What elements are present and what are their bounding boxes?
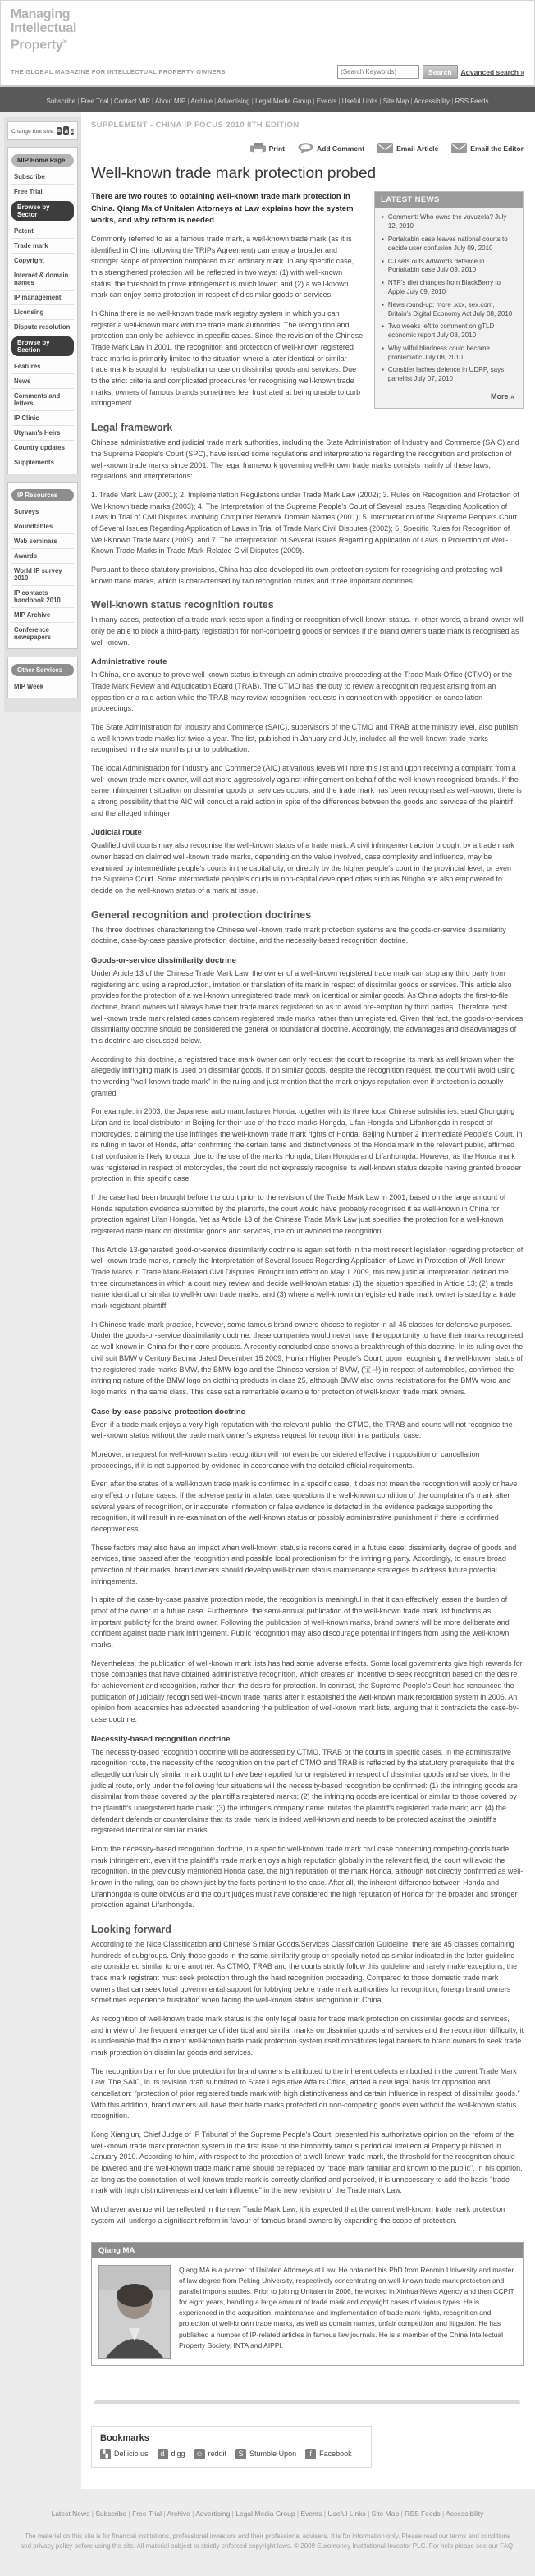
bookmark-label: Del.icio.us — [114, 2450, 149, 2458]
footer-link[interactable]: | Advertising — [190, 2510, 231, 2518]
logo-line-1: Managing — [11, 7, 524, 21]
sidebar-sector-item[interactable]: Patent — [11, 224, 74, 239]
article-block: Whichever avenue will be reflected in the new Trade Mark Law, it is expected that the current well-known trade mark protection system will undergo a significant reform in favour of famous brand owners by expanding the scope of protection. — [91, 2204, 524, 2226]
sidebar-section-item[interactable]: Supplements — [11, 455, 74, 469]
ip-resources-box — [7, 482, 78, 649]
article-block: In China, one avenue to prove well-known status is through an administrative proceeding at the Trade Mark Office (CTMO) or the Trade Mark Review and Adjudication Board (TRAB). The CTMO has the duty to review a recognition request arising from an opposition or a raid action while the TRAB may review recognition requests in connection with opposition or cancellation proceedings. — [91, 670, 524, 715]
bookmark-label: reddit — [208, 2450, 227, 2458]
news-item-text: ▪ Why wilful blindness could become problematic July 08, 2010 — [388, 345, 516, 363]
article-block: Looking forward — [91, 1924, 524, 1935]
article-block: According to this doctrine, a registered trade mark owner can only request the court to recognise its mark as well known when the allegedly infringing mark is used on dissimilar goods. If on similar goods, despite the recognition request, the court will avoid using the wording "well-known trade mark" in the ruling and just mention that the mark enjoys reputation even if protection is actually granted. — [91, 1055, 524, 1100]
footer-link[interactable]: | Free Trial — [126, 2510, 162, 2518]
article-block: In spite of the case-by-case passive protection mode, the recognition is meaningful in that it can effectively lessen the burden of proof of the owner in a future case. Furthermore, the semi-annual publication of the well-known trade mark list functions as important publicity for the brand owner. Following the publication of well-known marks, brand owners will be more deliberate and confident against trade mark infringement. Public recognition may also discourage potential infringers from using the well-known marks. — [91, 1595, 524, 1650]
sidebar-section-item[interactable]: News — [11, 374, 74, 389]
advanced-search-link[interactable]: Advanced search » — [461, 68, 524, 76]
sidebar-section-item[interactable]: Features — [11, 359, 74, 374]
sidebar-section-item[interactable]: IP Clinic — [11, 411, 74, 426]
search-bar — [337, 65, 524, 79]
article-block: This Article 13-generated good-or-service dissimilarity doctrine is again set forth in the most recent legislation regarding protection of well-known trade marks, namely the Interpretation of Several Issues Regarding Application of Laws in Protection of Well-known Trade Marks in Trade Mark-Related Civil Disputes. Brought into effect on May 1 2009, this new judicial interpretation defined the three circumstances in which a court may review and decide well-known status: (1) the situation specified in Article 13; (2) a trade name identical or similar to well-known trade marks; and (3) where a well-known unregistered trade mark owner is sued by a trade mark-registrant plaintiff. — [91, 1245, 524, 1312]
other-services-header[interactable]: Other Services — [11, 664, 74, 676]
digg-icon: d — [158, 2449, 168, 2459]
news-item-text: ▪ Consider laches defence in UDRP, says panellist July 07, 2010 — [388, 366, 516, 384]
article-block: The three doctrines characterizing the Chinese well-known trade mark protection systems are the goods-or-service dissimilarity doctrine, case-by-case passive protection doctrine, and the necessity-based recognition doctrine. — [91, 925, 524, 947]
footer-link[interactable]: | Accessibility — [441, 2510, 484, 2518]
bookmark-label: Stumble Upon — [249, 2450, 296, 2458]
footer-link[interactable]: | Useful Links — [322, 2510, 365, 2518]
footer-link[interactable]: | Legal Media Group — [230, 2510, 295, 2518]
sidebar-quick-link[interactable]: Free Trial — [11, 185, 74, 199]
latest-news-box — [374, 191, 524, 409]
site-header — [0, 0, 535, 87]
article-block: Goods-or-service dissimilarity doctrine — [91, 956, 524, 965]
topnav-link[interactable]: | RSS Feeds — [450, 98, 488, 105]
article-paragraph: In China there is no well-known trade mark registry system in which you can register a well-known mark with the trade mark authorities. The recognition and protection can only be achieved in specific cases. Since the revision of the Chinese Trade Mark Law in 2001, the recognition and protection of well-known registered trade marks is primarily limited to the situation where a later identical or similar trade mark is sought for registration or use on dissimilar goods and services. Due to the strict criteria and complicated procedures for recognising well-known trade marks, owners of famous brands sometimes feel frustrated at being unable to curb infringement. — [91, 309, 524, 410]
topnav-link[interactable]: | Legal Media Group — [250, 98, 312, 105]
news-item-text: ▪ Portakabin case leaves national courts to decide user confusion July 09, 2010 — [388, 236, 516, 254]
sidebar-resource-item[interactable]: Awards — [11, 549, 74, 564]
sidebar-resource-item[interactable]: World IP survey 2010 — [11, 564, 74, 586]
font-size-box — [7, 121, 78, 140]
content — [0, 112, 535, 2488]
article-block: Moreover, a request for well-known status recognition will not even be considered effective in opposition or cancellation proceedings, if it is not supported by evidence in accordance with the detailed official requirements. — [91, 1449, 524, 1471]
bookmark-link[interactable] — [194, 2449, 227, 2459]
bookmark-label: digg — [171, 2450, 185, 2458]
sidebar-quick-link[interactable]: Subscribe — [11, 170, 74, 185]
facebook-icon: f — [305, 2449, 316, 2459]
latest-news-item[interactable] — [375, 364, 523, 386]
mip-logo — [11, 7, 524, 52]
sidebar-service-item[interactable]: MIP Week — [11, 679, 74, 693]
print-icon — [250, 143, 266, 153]
latest-news-item[interactable] — [375, 342, 523, 364]
sidebar-sector-item[interactable]: Dispute resolution — [11, 320, 74, 334]
logo-line-2: Intellectual — [11, 21, 524, 35]
article-block: In Chinese trade mark practice, however, some famous brand owners choose to register in all 45 classes for defensive purposes. Under the goods-or-service dissimilarity doctrine, these companies would never have the opportunity to have their marks recognised as well known in China for their core products. A recently concluded case shows a breakthrough of this doctrine. In its ruling over the civil suit BMW v Century Baoma dated December 15 2009, Hunan Higher People's Court, upon recognising the well-known status of the registered trade marks BMW, the BMW logo and the Chinese version of BMW, (宝马) in respect of automobiles, confirmed the infringing nature of the BMW logo on clothing products in class 25, although BMW also owns registrations for the BMW word and logo marks in the same class. This case set a remarkable example for protection of well-known trade mark owners. — [91, 1320, 524, 1398]
print-button[interactable] — [250, 143, 285, 153]
browse-by-sector-header[interactable]: Browse by Sector — [11, 201, 74, 221]
latest-news-more-link[interactable]: More » — [375, 386, 523, 408]
bookmarks-title: Bookmarks — [100, 2433, 363, 2443]
envelope-icon — [377, 143, 393, 153]
email-editor-label: Email the Editor — [470, 144, 524, 153]
ip-resources-header[interactable]: IP Resources — [11, 489, 74, 501]
article-block: As recognition of well-known trade mark status is the only legal basis for trade mark protection on dissimilar goods and services, and in view of the frequent emergence of identical and similar marks on dissimilar goods and services and the recognition difficulty, it is undeniable that the current well-known trade mark protection system itself constitutes legal barriers to brand owners to seek trade mark protection on dissimilar goods and services. — [91, 2014, 524, 2059]
main-content — [81, 112, 535, 2488]
site-footer — [0, 2489, 535, 2576]
sidebar — [4, 117, 81, 712]
bookmark-link[interactable] — [235, 2449, 296, 2459]
article-block: Even if a trade mark enjoys a very high reputation with the relevant public, the CTMO, the TRAB and courts will not recognise the well-known status without the trade mark owner's express request for recognition in a particular case. — [91, 1420, 524, 1442]
article-block: Qualified civil courts may also recognise the well-known status of a trade mark. A civil infringement action brought by a trade mark owner based on claimed well-known trade marks, depending on the value involved, case complexity and influence, may be examined by intermediate people's courts in the capital city, or directly by the higher people's court in the provincial level, or even the Supreme Court. Some intermediate people's courts in non-capital developed cities such as Ningbo are also empowered to decide on the well-known status of a mark at issue. — [91, 840, 524, 896]
news-item-text: ▪ CJ sets outs AdWords defence in Portakabin case July 09, 2010 — [388, 258, 516, 276]
other-services-box — [7, 657, 78, 698]
logo-line-3 — [11, 35, 524, 52]
article-block: The recognition barrier for due protection for brand owners is attributed to the inherent defects embodied in the current Trade Mark Law. The SAIC, in its revision draft submitted to State Legislative Affairs Office, added a new legal basis for opposition and cancellation: "protection of prior registered trade mark with high distinctiveness and certain influence in respect of dissimilar goods." With this addition, brand owners will have their trade marks protected on non-competing goods even without the well-known status recognition. — [91, 2066, 524, 2122]
footer-link[interactable]: | Subscribe — [89, 2510, 126, 2518]
author-bio: Qiang MA is a partner of Unitalen Attorneys at Law. He obtained his PhD from Renmin University and master of law degree from Peking University, respectively concentrating on well-known trade mark protection and parallel imports studies. Prior to joining Unitalen in 2006, he worked in Xinhua News Agency and then CCPIT for eight years, handling a large amount of trade mark and copyright cases of various types. He is experienced in the acquisition, maintenance and implementation of trade mark rights, recognition and protection of well-known trade marks, as well as domain names, unfair competition and litigation. He has published a number of IP-related articles in famous law journals. He is a member of the China Intellectual Property Society, INTA and AIPPI. — [179, 2265, 516, 2359]
article-block: Case-by-case passive protection doctrine — [91, 1407, 524, 1416]
search-input[interactable] — [337, 65, 419, 79]
font-size-label: Change font size: — [11, 129, 55, 135]
article — [91, 165, 524, 2226]
font-size-medium-button[interactable]: a — [63, 126, 69, 135]
article-block: These factors may also have an impact when well-known status is reconsidered in a future case: dissimilarity degree of goods and services, time passed after the recognition and possible local protectionism for the infringing party. Accordingly, to ensure broad protection of their marks, brand owners should develop well-known status maintenance strategies to address future potential infringements. — [91, 1543, 524, 1588]
topnav-link[interactable]: | Useful Links — [336, 98, 377, 105]
top-nav — [0, 87, 535, 112]
article-block: 1. Trade Mark Law (2001); 2. Implementation Regulations under Trade Mark Law (2002); 3. Rules on Recognition and Protection of Well-known trade marks (2003); 4. The Interpretation of the Supreme People's Court of Several issues Regarding Application of Laws in Trial of Civil Disputes Involving Computer Network Domain Names (2001); 5. Interpretation of the Supreme People's Court of Several Issues Regarding Application of Laws in Trial of Trade Mark Civil Disputes (2002); 6. Specific Rules for Recognition of Well-Known Trade Mark (2009); and 7. The Interpretation of Several Issues Regarding Application of Laws in Protection of Well-Known Trade Marks in Trade Mark-Related Civil Disputes (2009). — [91, 490, 524, 557]
sidebar-section-item[interactable]: Utynam's Heirs — [11, 426, 74, 441]
author-box — [91, 2242, 524, 2366]
article-block: General recognition and protection doctrines — [91, 909, 524, 921]
email-article-label: Email Article — [396, 144, 438, 153]
news-item-text: ▪ Two weeks left to comment on gTLD economic report July 08, 2010 — [388, 323, 516, 341]
topnav-link[interactable]: | Free Trial — [75, 98, 108, 105]
topnav-link[interactable]: | About MIP — [150, 98, 185, 105]
browse-by-section-header[interactable]: Browse by Section — [11, 336, 74, 356]
article-block: From the necessity-based recognition doctrine, in a specific well-known trade mark civil case concerning competing-goods trade mark infringement, even if the plaintiff's trade mark enjoys a high reputation globally in the relevant field, the court will avoid the recognition. In the previously mentioned Honda case, the high reputation of the mark Honda, although not directly confirmed as well-known in the ruling, can be shown just by the facts pertinent to the case. After all, the inherent difference between Honda and Lifanhongda is quite obvious and the court judges must have considered the high reputation of Honda for the broader and stronger protection against Lifanhongda. — [91, 1844, 524, 1911]
legal-text: The material on this site is for financial institutions, professional investors and their professional advisers. It is for information only. Please read our terms and conditions and privacy policy before using the site. All material subject to strictly enforced copyright laws. © 2009 Euromoney Institutional Investor PLC. For help please see our FAQ. — [20, 2532, 515, 2552]
article-block: Chinese administrative and judicial trade mark authorities, including the State Administration of Industry and Commerce (SAIC) and the Supreme People's Court (SPC), have issued some regulations and interpretations regarding the recognition and protection of well-known trade marks since 2001. The legal framework governing well-known trade marks consists mainly of these laws, regulations and interpretations: — [91, 437, 524, 483]
article-block: Administrative route — [91, 657, 524, 666]
sidebar-sector-item[interactable]: Copyright — [11, 254, 74, 268]
article-block: For example, in 2003, the Japanese auto manufacturer Honda, together with its three local Chinese subsidiaries, sued Chongqing Lifan and its local distributor in Beijing for their use of the trade marks Hongda, Lifan Hongda and Lifanhongda in respect of motorcycles, claiming the use infringes the well-known trade mark rights of Honda. Beijing Number 2 Intermediate People's Court, in its ruling in favor of Honda, after confirming the certain fame and distinctiveness of the Honda mark in the relevant public, affirmed that confusion is likely to occur due to the use of the marks Hongda, Lifan Hongda and Lifanhongda. However, as the Honda mark was registered in respect of motorcycles, the court did not expressly recognise its well-known status despite having granted broader protection in this specific case. — [91, 1106, 524, 1185]
footer-link[interactable]: | Events — [295, 2510, 322, 2518]
article-block: Legal framework — [91, 422, 524, 433]
topnav-link[interactable]: | Archive — [185, 98, 213, 105]
sidebar-resource-item[interactable]: Roundtables — [11, 519, 74, 534]
article-standfirst: There are two routes to obtaining well-known trade mark protection in China. Qiang Ma of Unitalen Attorneys at Law explains how the system works, and why reform is needed — [91, 191, 524, 226]
footer-link[interactable]: Latest News — [52, 2510, 90, 2518]
article-title: Well-known trade mark protection probed — [91, 165, 524, 183]
article-block: Kong Xiangjun, Chief Judge of IP Tribunal of the Supreme People's Court, presented his authoritative opinion on the reform of the well-known trade mark protection system in the first issue of the bimonthly famous periodical Intellectual Property published in January 2010. According to him, with respect to the protection of a well-known trade mark, the threshold for the recognition should be lowered and the well-known trade mark name should be replaced by "trade mark familiar and known to the public". In his opinion, as long as the connotation of well-known trade mark is correctly clarified and perceived, it is unnecessary to add the basis "trade mark with high distinctiveness and certain influence" in the new revision of the Trade mark Law. — [91, 2130, 524, 2197]
sidebar-sector-item[interactable]: IP management — [11, 291, 74, 305]
article-block: The State Administration for Industry and Commerce (SAIC), supervisors of the CTMO and TRAB at the ministry level, also publish a well-known trade marks list twice a year. The list, published in January and July, includes all the well-known trade marks recognised in the six months prior to publication. — [91, 722, 524, 756]
author-photo — [98, 2265, 171, 2359]
article-block: In many cases, protection of a trade mark rests upon a finding or recognition of well-known status. In other words, a brand owner will only be able to block a third-party registration for non-competing goods or services if the brand owner's trade mark is recognised as well-known. — [91, 615, 524, 648]
print-label: Print — [269, 144, 285, 153]
article-block: Under Article 13 of the Chinese Trade Mark Law, the owner of a well-known registered trade mark can stop any third party from registering and using a reproduction, imitation or translation of its mark in respect of dissimilar goods or services. This article also provides for the protection of a well-known unregistered trade mark on identical or similar goods. As China adopts the first-to-file doctrine, brand owners will always have their trade marks registered so as to avoid pre-emption by third parties. Therefore most well-known trade mark related cases concern registered trade marks rather than unregistered. Given that fact, the goods-or-services dissimilarity doctrine should be considered the general or foundational doctrine. Accordingly, the advantages and disadvantages of this doctrine are discussed below. — [91, 968, 524, 1047]
bookmark-label: Facebook — [319, 2450, 352, 2458]
logo-line-3-text: Property — [11, 38, 62, 52]
news-item-text: ▪ News round-up: more .xxx, sex.com, Britain's Digital Economy Act July 08, 2010 — [388, 301, 516, 319]
sidebar-resource-item[interactable]: Surveys — [11, 505, 74, 519]
latest-news-item[interactable] — [375, 320, 523, 342]
article-toolbar — [91, 143, 524, 153]
article-block: The necessity-based recognition doctrine will be addressed by CTMO, TRAB or the courts in specific cases. In the administrative recognition route, the necessity of the recognition on the part of CTMO and TRAB is reflected by the statutory prerequisite that the allegedly confusingly similar mark ought to have been applied for or registered in respect of dissimilar goods and services. In the judicial route, only under the following four situations will the necessity-based recognition be confirmed: (1) the infringing goods are dissimilar from those covered by the plaintiff's registered marks; (2) the infringing goods are identical or similar to those covered by the plaintiff's unregistered trade mark; (3) the infringer's company name imitates the plaintiff's registered trade mark; and (4) the defendant defends or counterclaims that its trade mark is indeed well-known and needs to be protected against the plaintiff's registered identical or similar marks. — [91, 1747, 524, 1837]
sidebar-resource-item[interactable]: MIP Archive — [11, 608, 74, 623]
supplement-heading: SUPPLEMENT - CHINA IP FOCUS 2010 8TH EDITION — [91, 121, 524, 130]
topnav-link[interactable]: | Advertising — [213, 98, 250, 105]
sidebar-item-mip-home[interactable]: MIP Home Page — [11, 154, 74, 167]
latest-news-header: LATEST NEWS — [375, 192, 523, 208]
delicious-icon: ▚ — [100, 2449, 111, 2459]
article-block: According to the Nice Classification and Chinese Similar Goods/Services Classification Guideline, there are 45 classes containing hundreds of subgroups. Only those goods in the same similarity group or specially noted as similar indicated in the latter guideline are considered similar to one another. As CTMO, TRAB and the courts strictly follow this guideline and rarely make exceptions, the trade mark registrant must seek protection through the hard recognition proceeding. Compared to those domestic trade mark owners that can seek local governmental support for lobbying before trade mark authorities for recognition, foreign brand owners sometimes experience frustration when facing the well-known status recognition in China. — [91, 1939, 524, 2006]
sidebar-sector-item[interactable]: Internet & domain names — [11, 268, 74, 291]
search-button[interactable]: Search — [423, 65, 457, 79]
article-block: Nevertheless, the publication of well-known mark lists has had some adverse effects. Some local governments give high rewards for those companies that have obtained administrative recognition, which creates an incentive to seek recognition based on the desire for achievement and recognition, rather than the desire for protection. In contrast, the Supreme People's Court has renounced the publication of judicially recognised well-known trade marks after it established the well-known mark recordation system in 2006. An opinion from academics has advocated abandoning the publication of well-known mark lists, arguing that it contradicts the case-by-case doctrine. — [91, 1659, 524, 1726]
latest-news-item[interactable] — [375, 211, 523, 233]
article-block: Judicial route — [91, 828, 524, 837]
footer-link[interactable]: | Archive — [162, 2510, 190, 2518]
add-comment-button[interactable] — [298, 143, 364, 153]
latest-news-item[interactable] — [375, 299, 523, 321]
registered-mark-icon: ® — [62, 39, 66, 45]
footer-link[interactable]: | RSS Feeds — [399, 2510, 440, 2518]
sidebar-section-item[interactable]: Country updates — [11, 441, 74, 455]
topnav-link[interactable]: | Accessibility — [409, 98, 450, 105]
latest-news-item[interactable] — [375, 277, 523, 299]
tagline: THE GLOBAL MAGAZINE FOR INTELLECTUAL PROPERTY OWNERS — [11, 68, 337, 75]
sidebar-sector-item[interactable]: Licensing — [11, 305, 74, 320]
article-paragraph: Commonly referred to as a famous trade mark, a well-known trade mark (as it is identified in China following the TRIPs Agreement) can enjoy a broader and stronger scope of protection compared to an ordinary mark. In any specific case, this strengthened protection will be reflected in two ways: (1) with well-known status, the threshold to prove infringement is much lower; and (2) a well-known mark can enjoy some protection in respect of dissimilar goods or services. — [91, 234, 524, 301]
email-article-button[interactable] — [377, 143, 438, 153]
topnav-link[interactable]: | Events — [311, 98, 336, 105]
font-size-small-button[interactable]: a — [57, 127, 62, 135]
email-editor-button[interactable] — [451, 143, 524, 153]
footer-links — [20, 2505, 515, 2520]
latest-news-item[interactable] — [375, 255, 523, 277]
comment-icon — [298, 143, 313, 153]
article-block: Necessity-based recognition doctrine — [91, 1735, 524, 1744]
bookmark-link[interactable] — [305, 2449, 352, 2459]
bookmark-link[interactable] — [100, 2449, 149, 2459]
sidebar-resource-item[interactable]: Conference newspapers — [11, 623, 74, 644]
author-name: Qiang MA — [92, 2243, 523, 2258]
section-divider — [94, 2400, 520, 2404]
add-comment-label: Add Comment — [317, 144, 364, 153]
news-item-text: ▪ NTP's diet changes from BlackBerry to Apple July 09, 2010 — [388, 279, 516, 297]
stumbleupon-icon: S — [235, 2449, 246, 2459]
article-block: Well-known status recognition routes — [91, 599, 524, 611]
article-block: Even after the status of a well-known trade mark is confirmed in a specific case, it does not mean the recognition will apply or have any effect on future cases. If the adverse party in a later case questions the well-known condition of the complainant's mark after several years of recognition, or inaccurate information or false evidence is detected in the evidence package supporting the recognition, it will result in re-examination of the well-known status or possibly administrative punishment if there is confirmed deceptiveness. — [91, 1479, 524, 1535]
article-block: The local Administration for Industry and Commerce (AIC) at various levels will note this list and upon receiving a complaint from a well-known trade mark owner, will act more aggressively against infringement on behalf of the well-known recognised brands. If the same infringement situation on dissimilar goods or services occurs, and the trade mark has been recognised as well-known, there is a strong possibility that the AIC will conduct a raid action in spite of the differences between the goods and services of the plaintiff and the alleged infringer. — [91, 763, 524, 819]
bookmarks-box — [91, 2426, 372, 2468]
bookmark-link[interactable] — [158, 2449, 185, 2459]
latest-news-item[interactable] — [375, 233, 523, 255]
topnav-link[interactable]: Subscribe — [47, 98, 76, 105]
sidebar-section-item[interactable]: Comments and letters — [11, 389, 74, 411]
reddit-icon: ☺ — [194, 2449, 205, 2459]
sidebar-resource-item[interactable]: Web seminars — [11, 534, 74, 549]
browse-box — [7, 147, 78, 474]
sidebar-sector-item[interactable]: Trade mark — [11, 239, 74, 254]
latest-news-list — [375, 208, 523, 386]
news-item-text: ▪ Comment: Who owns the vuvuzela? July 12, 2010 — [388, 213, 516, 231]
article-block: Pursuant to these statutory provisions, China has also developed its own protection system for recognising and protecting well-known trade marks, which is characterised by two recognition routes and three important doctrines. — [91, 565, 524, 587]
envelope-icon — [451, 143, 467, 153]
footer-link[interactable]: | Site Map — [366, 2510, 399, 2518]
article-body — [91, 422, 524, 2226]
article-block: If the case had been brought before the court prior to the revision of the Trade Mark Law in 2001, based on the large amount of Honda reputation evidence submitted by the plaintiffs, the court would have probably recognised it as well-known in China for protection against Lifan Hongda. Yet as Article 13 of the Chinese Trade Mark Law just specifies the protection for a well-known registered trade mark on dissimilar goods and services, the court avoided the recognition. — [91, 1192, 524, 1238]
topnav-link[interactable]: | Contact MIP — [108, 98, 149, 105]
sidebar-resource-item[interactable]: IP contacts handbook 2010 — [11, 586, 74, 608]
topnav-link[interactable]: | Site Map — [377, 98, 409, 105]
font-size-large-button[interactable]: a — [71, 129, 74, 135]
